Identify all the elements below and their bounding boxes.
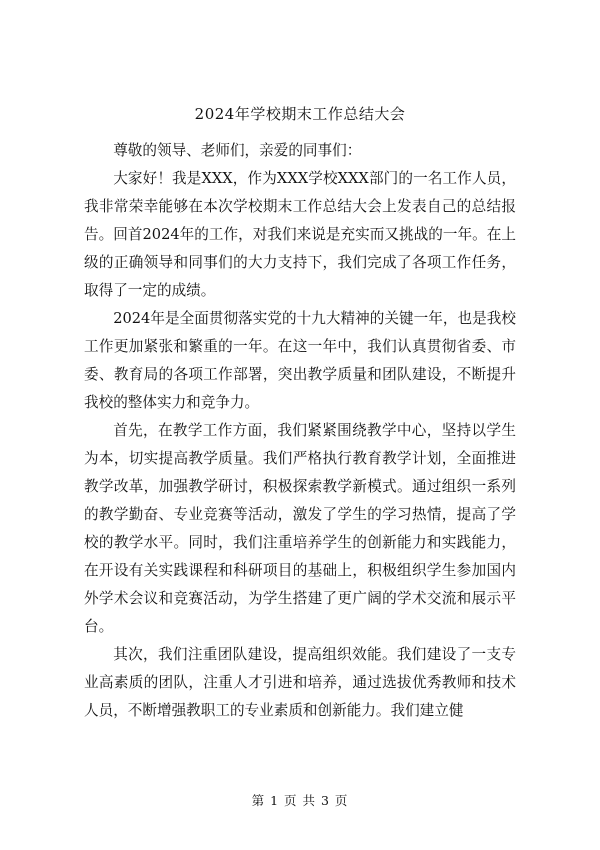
paragraph-teaching: 首先，在教学工作方面，我们紧紧围绕教学中心，坚持以学生为本，切实提高教学质量。我们严格执行教育教学计划，全面推进教学改革，加强教学研讨，积极探索教学新模式。通过组织一系列的教学勤奋、专业竞赛等活动，激发了学生的学习热情，提高了学校的教学水平。同时，我们注重培养学生的创新能力和实践能力，在开设有关实践课程和科研项目的基础上，积极组织学生参加国内外学术会议和竞赛活动，为学生搭建了更广阔的学术交流和展示平台。 xyxy=(84,422,516,635)
salutation: 尊敬的领导、老师们，亲爱的同事们： xyxy=(113,142,362,159)
document-body xyxy=(84,137,516,725)
document-title: 2024年学校期末工作总结大会 xyxy=(194,105,406,123)
paragraph-overview: 2024年是全面贯彻落实党的十九大精神的关键一年，也是我校工作更加紧张和繁重的一年。在这一年中，我们认真贯彻省委、市委、教育局的各项工作部署，突出教学质量和团队建设，不断提升我校的整体实力和竞争力。 xyxy=(84,310,516,411)
paragraph-greeting: 大家好！我是XXX，作为XXX学校XXX部门的一名工作人员，我非常荣幸能够在本次学校期末工作总结大会上发表自己的总结报告。回首2024年的工作，对我们来说是充实而又挑战的一年。在上级的正确领导和同事们的大力支持下，我们完成了各项工作任务，取得了一定的成绩。 xyxy=(84,170,516,299)
page-number-footer: 第 1 页 共 3 页 xyxy=(251,793,349,808)
paragraph-team: 其次，我们注重团队建设，提高组织效能。我们建设了一支专业高素质的团队，注重人才引进和培养，通过选拔优秀教师和技术人员，不断增强教职工的专业素质和创新能力。我们建立健 xyxy=(84,646,516,719)
